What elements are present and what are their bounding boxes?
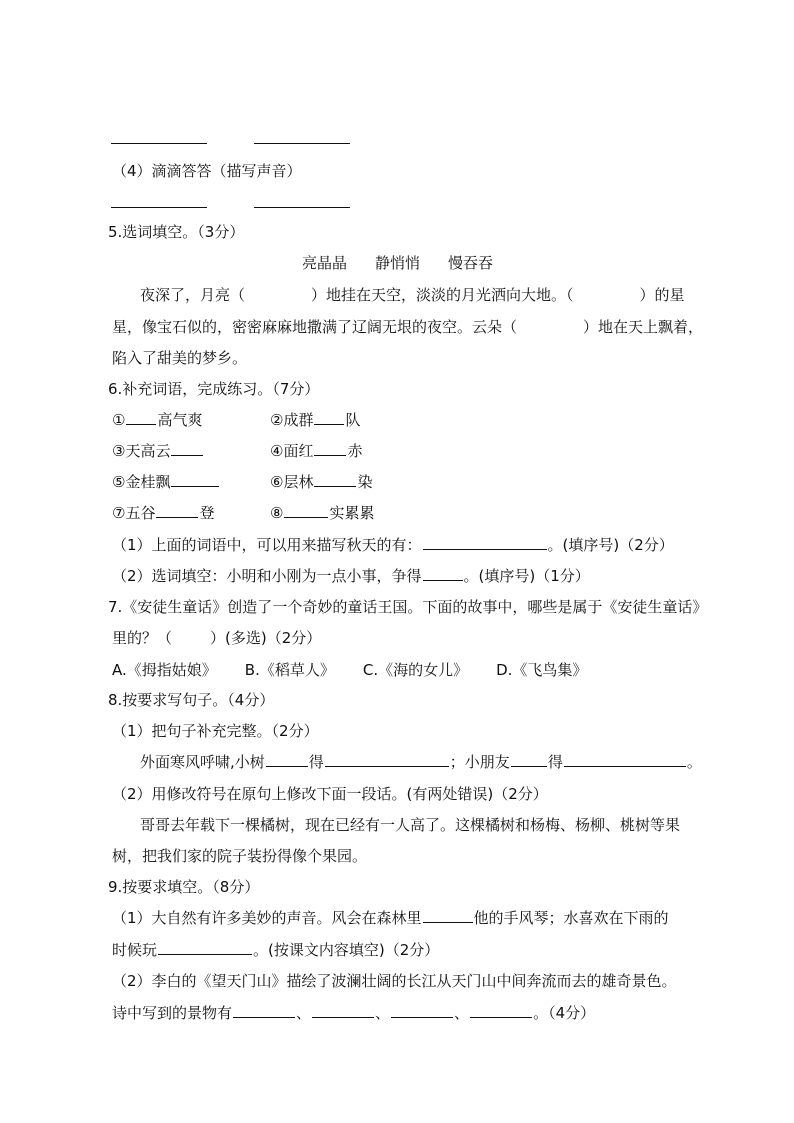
answer-blank[interactable] (171, 441, 203, 456)
option[interactable]: A.《拇指姑娘》 (112, 661, 217, 679)
q5-paragraph-line: 陷入了甜美的梦乡。 (112, 349, 248, 367)
answer-blank[interactable] (284, 503, 328, 518)
answer-blank[interactable] (470, 1003, 532, 1018)
answer-blank[interactable] (111, 143, 207, 144)
answer-blank[interactable] (391, 1003, 453, 1018)
q4-item4: （4）滴滴答答（描写声音） (112, 162, 302, 180)
answer-blank[interactable] (266, 752, 308, 767)
answer-blank[interactable] (254, 143, 350, 144)
q8-title: 8.按要求写句子。（4分） (108, 691, 275, 709)
q6-item: ③天高云 (112, 441, 204, 461)
q5-word-bank (302, 253, 493, 273)
word-option: 静悄悄 (375, 254, 421, 272)
answer-blank[interactable] (126, 410, 156, 425)
q8-sub1: （1）把句子补充完整。（2分） (112, 722, 319, 740)
answer-blank[interactable] (511, 752, 547, 767)
q6-title: 6.补充词语，完成练习。（7分） (108, 380, 320, 398)
q9-sub2: （2）李白的《望天门山》描绘了波澜壮阔的长江从天门山中间奔流而去的雄奇景色。 (112, 972, 677, 990)
answer-blank[interactable] (314, 472, 356, 487)
q7-question: 7.《安徒生童话》创造了一个奇妙的童话王国。下面的故事中，哪些是属于《安徒生童话》 (108, 598, 708, 616)
option[interactable]: D.《飞鸟集》 (496, 661, 588, 679)
answer-blank[interactable] (423, 535, 547, 550)
answer-blank[interactable] (314, 410, 344, 425)
answer-blank[interactable] (158, 940, 252, 955)
answer-blank[interactable] (314, 441, 346, 456)
q7-options (112, 660, 587, 680)
q9-sub1: 时候玩 。(按课文内容填空)（2分） (112, 941, 440, 959)
q5-title: 5.选词填空。（3分） (108, 223, 245, 241)
option[interactable]: C.《海的女儿》 (362, 661, 469, 679)
q6-item: ④面红 赤 (270, 442, 363, 460)
q6-sub2: （2）选词填空：小明和小刚为一点小事，争得 。(填序号)（1分） (112, 567, 590, 585)
word-option: 亮晶晶 (302, 254, 348, 272)
q6-item: ⑤金桂飘 (112, 472, 220, 492)
answer-blank[interactable] (325, 752, 449, 767)
answer-blank[interactable] (111, 207, 207, 208)
q6-item: ① 高气爽 (112, 411, 203, 429)
answer-blank[interactable] (564, 752, 686, 767)
q6-item: ⑦五谷 登 (112, 504, 215, 522)
answer-blank[interactable] (171, 472, 219, 487)
answer-blank[interactable] (312, 1003, 374, 1018)
word-option: 慢吞吞 (448, 254, 494, 272)
q6-item: ⑧ 实累累 (270, 504, 375, 522)
option[interactable]: B.《稻草人》 (244, 661, 335, 679)
q8-sentence: 外面寒风呼啸,小树 得 ；小朋友 得 。 (140, 753, 702, 771)
answer-blank[interactable] (423, 908, 473, 923)
q8-sub2: （2）用修改符号在原句上修改下面一段话。(有两处错误)（2分） (112, 785, 548, 803)
answer-blank[interactable] (233, 1003, 295, 1018)
q8-paragraph: 哥哥去年载下一棵橘树，现在已经有一人高了。这棵橘树和杨梅、杨柳、桃树等果 (140, 816, 681, 834)
q5-paragraph-line: 夜深了，月亮（ ）地挂在天空，淡淡的月光洒向大地。（ ）的星 (140, 286, 685, 304)
q8-paragraph: 树，把我们家的院子装扮得像个果园。 (112, 847, 368, 865)
q6-sub1: （1）上面的词语中，可以用来描写秋天的有： 。(填序号)（2分） (112, 536, 674, 554)
q9-title: 9.按要求填空。（8分） (108, 878, 260, 896)
answer-blank[interactable] (156, 503, 198, 518)
answer-blank[interactable] (423, 566, 463, 581)
q9-sub2: 诗中写到的景物有 、 、 、 。（4分） (112, 1004, 596, 1022)
answer-blank[interactable] (254, 207, 350, 208)
q7-question: 里的？（ ）(多选)（2分） (112, 629, 322, 647)
q9-sub1: （1）大自然有许多美妙的声音。风会在森林里 他的手风琴；水喜欢在下雨的 (112, 909, 669, 927)
q6-item: ②成群 队 (270, 411, 361, 429)
q6-item: ⑥层林 染 (270, 473, 373, 491)
q5-paragraph-line: 星，像宝石似的，密密麻麻地撒满了辽阔无垠的夜空。云朵（ ）地在天上飘着， (112, 318, 704, 336)
